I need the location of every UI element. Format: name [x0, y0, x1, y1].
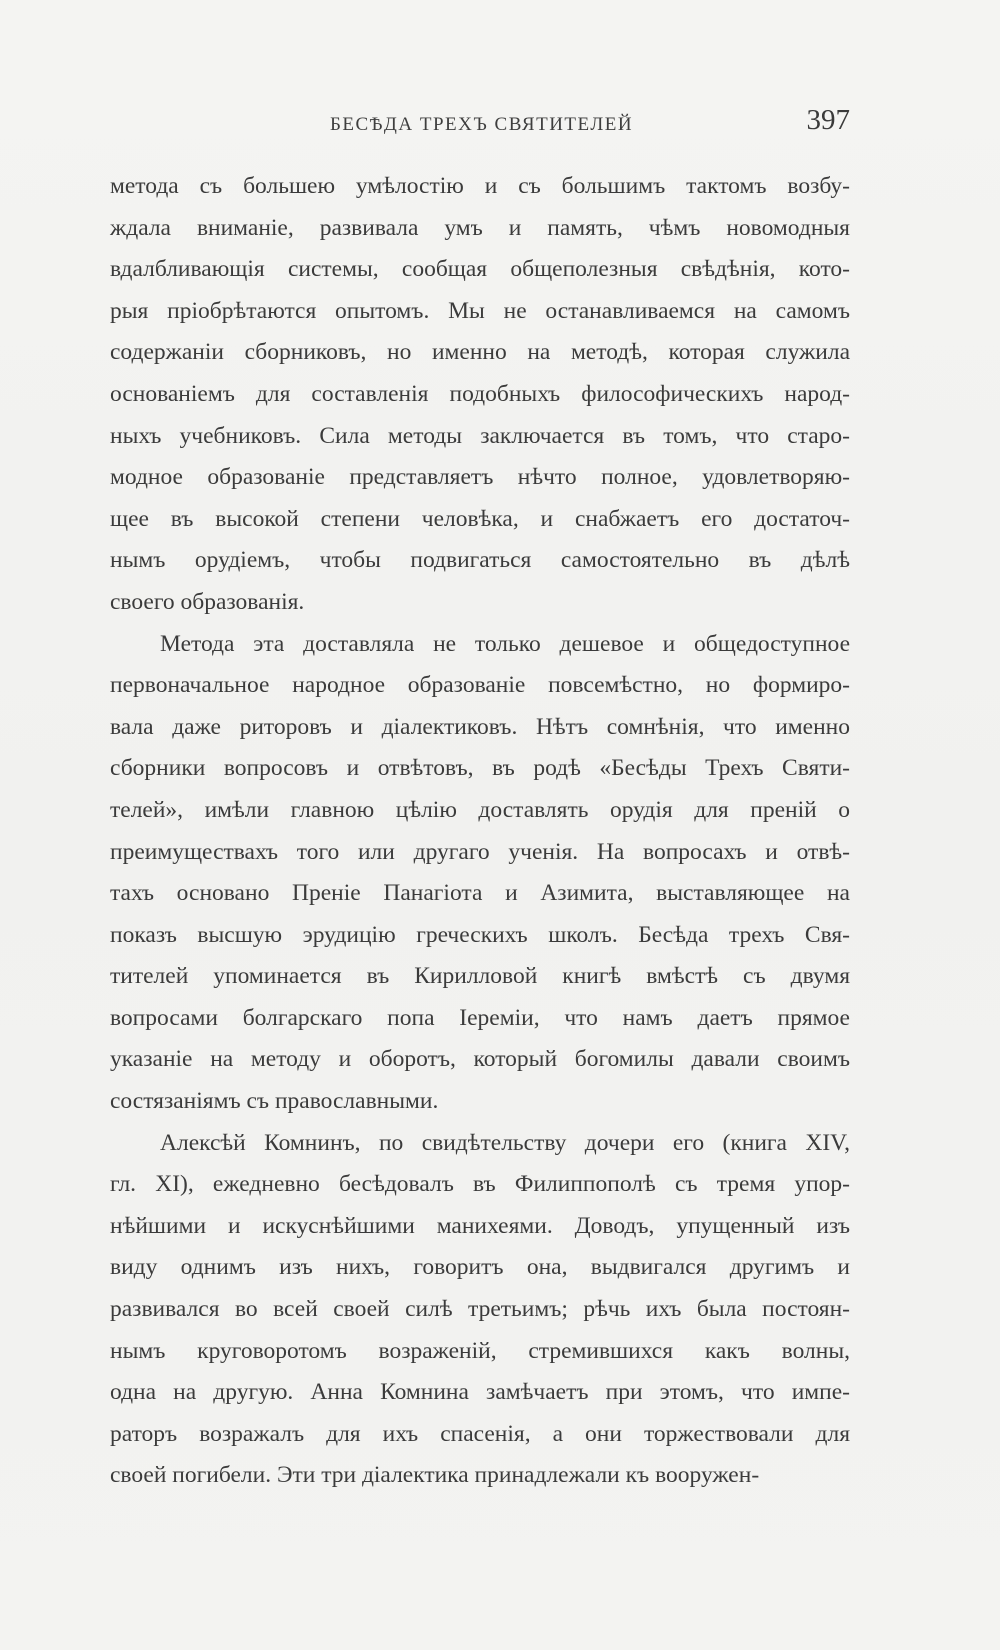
text-line: вдалбливающія системы, сообщая общеполезныя свѣдѣнія, кото- [110, 256, 850, 283]
text-line: показъ высшую эрудицію греческихъ школъ. Бесѣда трехъ Свя- [110, 921, 850, 948]
text-line: тахъ основано Преніе Панагіота и Азимита, выставляющее на [110, 880, 850, 907]
text-line: вопросами болгарскаго попа Іереміи, что намъ даетъ прямое [110, 1004, 850, 1031]
page-number: 397 [806, 104, 850, 136]
text-line: содержаніи сборниковъ, но именно на методѣ, которая служила [110, 339, 850, 366]
text-line: указаніе на методу и оборотъ, который богомилы давали своимъ [110, 1046, 850, 1073]
text-line: раторъ возражалъ для ихъ спасенія, а они торжествовали для [110, 1420, 850, 1447]
text-line: тителей упоминается въ Кирилловой книгѣ вмѣстѣ съ двумя [110, 963, 850, 990]
text-line: основаніемъ для составленія подобныхъ философическихъ народ- [110, 380, 850, 407]
body-text [110, 166, 850, 1497]
text-line: рыя пріобрѣтаются опытомъ. Мы не останавливаемся на самомъ [110, 297, 850, 324]
running-head: БЕСѢДА ТРЕХЪ СВЯТИТЕЛЕЙ [330, 114, 634, 135]
paragraph [110, 624, 850, 1123]
text-line: нымъ круговоротомъ возраженій, стремившихся какъ волны, [110, 1337, 850, 1364]
text-line: первоначальное народное образованіе повсемѣстно, но формиро- [110, 672, 850, 699]
text-line: вала даже риторовъ и діалектиковъ. Нѣтъ сомнѣнія, что именно [110, 713, 850, 740]
page-header [110, 104, 850, 144]
text-line: гл. XI), ежедневно бесѣдовалъ въ Филиппополѣ съ тремя упор- [110, 1171, 850, 1198]
paragraph [110, 166, 850, 624]
text-line: модное образованіе представляетъ нѣчто полное, удовлетворяю- [110, 464, 850, 491]
text-line: преимуществахъ того или другаго ученія. На вопросахъ и отвѣ- [110, 838, 850, 865]
text-line: ныхъ учебниковъ. Сила методы заключается въ томъ, что старо- [110, 422, 850, 449]
text-line: нымъ орудіемъ, чтобы подвигаться самостоятельно въ дѣлѣ [110, 547, 850, 574]
text-line: сборники вопросовъ и отвѣтовъ, въ родѣ «Бесѣды Трехъ Святи- [110, 755, 850, 782]
text-line: ждала вниманіе, развивала умъ и память, чѣмъ новомодныя [110, 214, 850, 241]
text-line: метода съ большею умѣлостію и съ большимъ тактомъ возбу- [110, 173, 850, 199]
text-line: Алексѣй Комнинъ, по свидѣтельству дочери его (книга XIV, [160, 1129, 850, 1156]
text-line: нѣйшими и искуснѣйшими манихеями. Доводъ, упущенный изъ [110, 1212, 850, 1239]
text-line: телей», имѣли главною цѣлію доставлять орудія для преній о [110, 796, 850, 823]
text-line: одна на другую. Анна Комнина замѣчаетъ при этомъ, что импе- [110, 1379, 850, 1406]
text-line: щее въ высокой степени человѣка, и снабжаетъ его достаточ- [110, 505, 850, 532]
text-line: своей погибели. Эти три діалектика принадлежали къ вооружен- [110, 1462, 760, 1489]
text-line: виду однимъ изъ нихъ, говоритъ она, выдвигался другимъ и [110, 1254, 850, 1281]
paragraph [110, 1123, 850, 1497]
text-line: своего образованія. [110, 588, 305, 615]
text-line: развивался во всей своей силѣ третьимъ; рѣчь ихъ была постоян- [110, 1296, 850, 1323]
text-line: Метода эта доставляла не только дешевое и общедоступное [160, 630, 850, 657]
text-line: состязаніямъ съ православными. [110, 1088, 439, 1115]
